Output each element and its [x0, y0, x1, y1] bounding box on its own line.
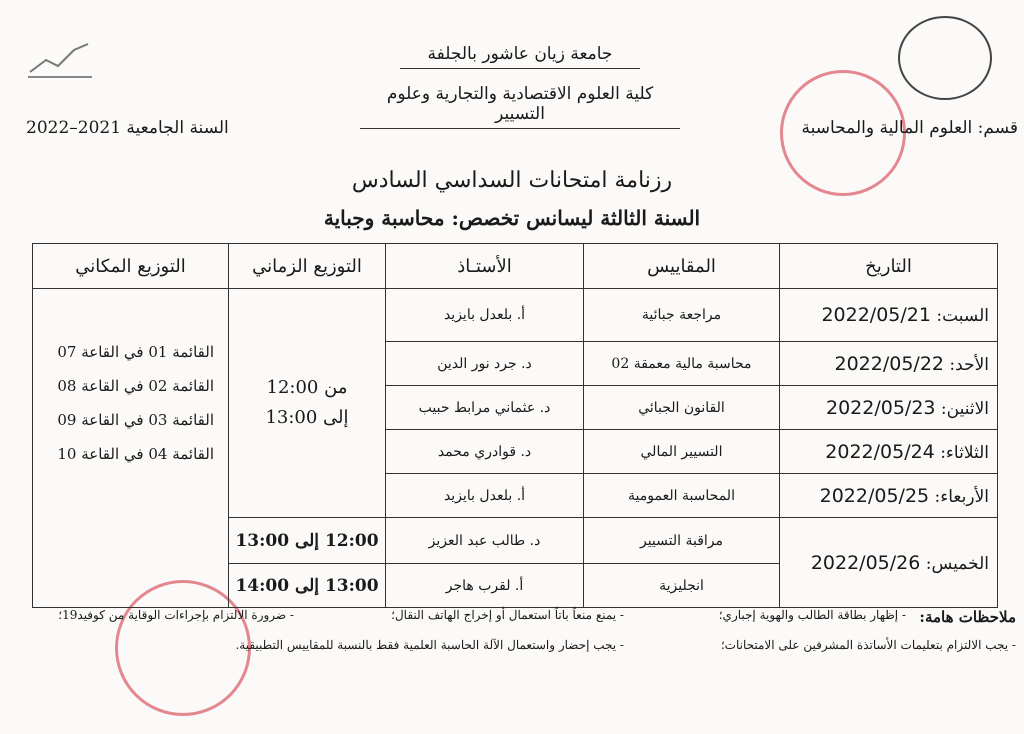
university-logo — [898, 16, 992, 100]
exam-schedule-table — [32, 243, 998, 608]
university-name: جامعة زيان عاشور بالجلفة — [400, 44, 640, 69]
teacher: أ. بلعدل بايزيد — [386, 474, 584, 518]
table-row — [33, 289, 998, 342]
subject: التسيير المالي — [584, 430, 780, 474]
day: السبت: — [936, 306, 989, 326]
subject: القانون الجبائي — [584, 386, 780, 430]
academic-year: السنة الجامعية 2021–2022 — [26, 118, 229, 138]
date: 2022/05/21 — [821, 304, 931, 326]
day: الأربعاء: — [934, 486, 989, 507]
teacher: أ. لقرب هاجر — [386, 564, 584, 608]
page-title: رزنامة امتحانات السداسي السادس — [351, 168, 673, 193]
day: الخميس: — [925, 553, 989, 574]
col-subject: المقاييس — [584, 244, 780, 289]
subject: انجليزية — [584, 564, 780, 608]
subject: مراقبة التسيير — [584, 518, 780, 564]
place: القائمة 02 في القاعة 08 — [57, 377, 214, 395]
place: القائمة 04 في القاعة 10 — [57, 445, 214, 463]
teacher: أ. بلعدل بايزيد — [386, 289, 584, 342]
col-time: التوزيع الزماني — [229, 244, 386, 289]
places — [33, 289, 229, 608]
teacher: د. طالب عبد العزيز — [386, 518, 584, 564]
place: القائمة 01 في القاعة 07 — [57, 343, 214, 361]
page-subtitle: السنة الثالثة ليسانس تخصص: محاسبة وجباية — [323, 206, 701, 230]
subject: محاسبة مالية معمقة 02 — [584, 342, 780, 386]
teacher: د. عثماني مرابط حبيب — [386, 386, 584, 430]
chart-logo-icon — [28, 40, 92, 78]
note: - ضرورة الالتزام بإجراءات الوقاية من كوفيد19؛ — [58, 608, 294, 622]
day: الثلاثاء: — [940, 442, 989, 463]
day: الاثنين: — [940, 398, 989, 419]
date: 2022/05/25 — [819, 484, 930, 507]
shared-time — [229, 289, 386, 518]
time-slot: 13:00 إلى 14:00 — [229, 564, 386, 608]
date: 2022/05/22 — [834, 352, 945, 375]
date: 2022/05/23 — [826, 396, 936, 419]
notes-label: ملاحظات هامة: — [919, 608, 1016, 626]
col-teacher: الأستـاذ — [386, 244, 584, 289]
time-to: إلى 13:00 — [265, 407, 349, 428]
place: القائمة 03 في القاعة 09 — [57, 411, 214, 429]
teacher: د. قوادري محمد — [386, 430, 584, 474]
time-from: من 12:00 — [266, 377, 348, 398]
subject: المحاسبة العمومية — [584, 474, 780, 518]
subject: مراجعة جبائية — [584, 289, 780, 342]
date: 2022/05/24 — [825, 440, 935, 463]
day: الأحد: — [949, 354, 989, 375]
note: - يمنع منعاً باتاً استعمال أو إخراج الهاتف النقال؛ — [391, 608, 624, 622]
col-date: التاريخ — [780, 244, 998, 289]
note: - يجب الالتزام بتعليمات الأساتذة المشرفين على الامتحانات؛ — [720, 638, 1016, 652]
time-slot: 12:00 إلى 13:00 — [229, 518, 386, 564]
faculty-name: كلية العلوم الاقتصادية والتجارية وعلوم التسيير — [360, 84, 680, 129]
department-name: قسم: العلوم المالية والمحاسبة — [801, 118, 1018, 138]
col-place: التوزيع المكاني — [33, 244, 229, 289]
table-header-row — [33, 244, 998, 289]
note: - يجب إحضار واستعمال الآلة الحاسبة العلمية فقط بالنسبة للمقاييس التطبيقية. — [235, 638, 624, 652]
note: - إظهار بطاقة الطالب والهوية إجباري؛ — [718, 608, 906, 622]
date: 2022/05/26 — [810, 551, 921, 574]
teacher: د. جرد نور الدين — [386, 342, 584, 386]
